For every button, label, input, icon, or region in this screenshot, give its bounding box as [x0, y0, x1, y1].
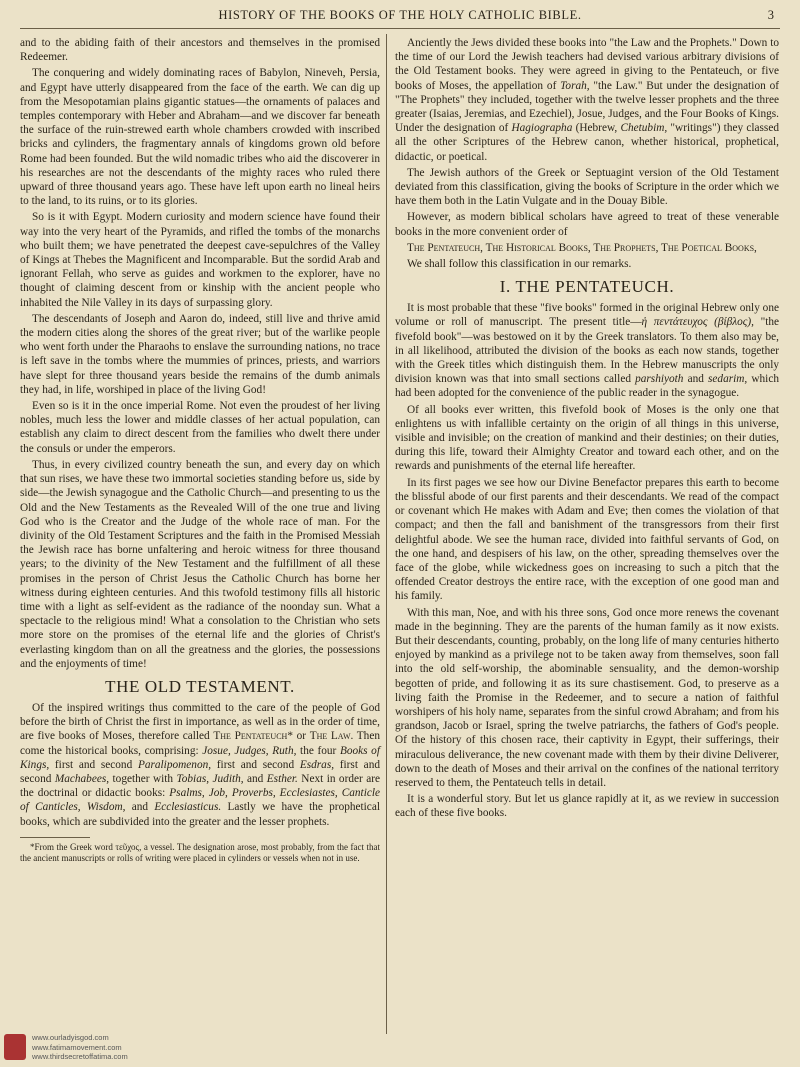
section-heading-old-testament: THE OLD TESTAMENT. — [105, 676, 295, 696]
paragraph: The conquering and widely dominating races of Babylon, Nineveh, Persia, and Egypt have utterly disappeared from the face of the earth. We can dig up from the Mesopotamian plains gigantic statues—the ornaments of palaces and temples contemporary with Heber and Abraham—and we discover far beneath the surface of the ruin-strewed earth whole chambers crowded with inscribed bricks and cylinders, the fragmentary annals of kingdoms grown old before Rome had been founded. But the wild nomadic tribes who aid the discoverer in his researches are not the descendants of the mighty races who ruled there upward of three thousand years ago. These have left upon earth no lineal heirs to the land, to its ruins, or to its glories. — [20, 67, 380, 208]
left-column — [20, 36, 380, 867]
page-number: 3 — [767, 8, 774, 22]
paragraph: The descendants of Joseph and Aaron do, indeed, still live and thrive amid the modern cities along the shores of the great river; but of the warlike people who went forth under the Pharaohs to enslave the surrounding nations, no trace is left save in the tombs where the mummies of princes, priests, and warriors have slept for three thousand years beside the remains of the dumb animals they had, in life, worshiped in place of the living God! — [20, 312, 380, 396]
paragraph: With this man, Noe, and with his three sons, God once more renews the covenant made in the beginning. They are the parents of the human family as it now exists. But their descendants, counting, probably, on the long life of many centuries hitherto enjoyed by mankind as a privilege not to be taken away from themselves, soon fall into the old self-worship, the abominable sensuality, and the demon-worship begotten of pride, and following it as its sure chastisement. God, to preserve as a living faith the Promise in the Redeemer, and to secure a nation of faithful worshipers of his holy name, separates from the sinful crowd Abraham; and from his grandson, Jacob or Israel, spring the twelve patriarchs, the fathers of God's people. Of the history of this chosen race, their captivity in Egypt, their sufferings, their miraculous deliverance, the new covenant made with them by their divine Deliverer, down to the death of Moses and their arrival on the confines of the national territory reserved to them, the Pentateuch tells in detail. — [395, 606, 779, 789]
paragraph-order: The Pentateuch, The Historical Books, The Prophets, The Poetical Books, — [407, 241, 757, 254]
running-header — [20, 6, 780, 29]
paragraph: Thus, in every civilized country beneath the sun, and every day on which that sun rises, we have these two immortal societies standing before us, side by side—the Jewish synagogue and the Catholic Church—and presenting to us the Old and the New Testaments as the Revealed Will of the one true and living God who is the Creator and the Judge of the whole race of man. For the divinity of the Old Testament Scriptures and the faith in the Promised Messiah the Jewish race has borne unfaltering and heroic witness for three thousand years; to the divinity of the New Testament and the fulfillment of all these promises in the person of Christ Jesus the Catholic Church has borne her witness during eighteen centuries. And this twofold testimony fills all historic time with a light as self-evident as the radiance of the noonday sun. What a spectacle to the religious mind! What a consolation to the Christian who sets more store on the promises of the eternal life and the glories of Christ's everlasting kingdom than on all the greatness and the glories, the possessions and the enjoyments of time! — [20, 458, 380, 670]
paragraph: Even so is it in the once imperial Rome. Not even the proudest of her living nobles, much less the lower and middle classes of her actual population, can establish any claim to direct descent from the families who dwelt there under the consuls or under the emperors. — [20, 400, 380, 455]
watermark-url: www.thirdsecretoffatima.com — [32, 1052, 128, 1061]
paragraph: In its first pages we see how our Divine Benefactor prepares this earth to become the blissful abode of our first parents and their descendants. We read of the compact or covenant which He makes with Adam and Eve; then comes the violation of that compact; and then the fall and banishment of the transgressors from their first delightful abode. We see the human race, divided into faithful servants of God, on the one hand, and despisers of his law, on the other, spreading themselves over the face of the globe, while wickedness goes on increasing to such a pitch that the offended Creator destroys the entire race, with the exception of one good man and his family. — [395, 476, 779, 603]
paragraph: Of all books ever written, this fivefold book of Moses is the only one that enlightens us with infallible certainty on the origin of all things in this universe, visible and invisible; on the creation of mankind and their destinies; on their duties, during this life, toward their Almighty Creator and toward each other, and on the rewards and punishments of the eternal life hereafter. — [395, 403, 779, 473]
header-title: HISTORY OF THE BOOKS OF THE HOLY CATHOLIC BIBLE. — [218, 8, 582, 22]
watermark — [4, 1032, 204, 1064]
shield-logo-icon — [4, 1034, 26, 1060]
footnote: *From the Greek word τεῦχος, a vessel. The designation arose, most probably, from the fact that the ancient manuscripts or rolls of writing were placed in cylinders or vessels when not in use. — [20, 841, 380, 864]
paragraph: So is it with Egypt. Modern curiosity and modern science have found their way into the very heart of the Pyramids, and rifled the tombs of the monarchs who built them; we have penetrated the deepest cave-sepulchres of the Valley of Kings at Thebes the Magnificent and Incomparable. But the sordid Arab and ignorant Fellah, who serve as guides and workmen to the explorer, have no thought of claiming descent from or kinship with the ancient people who inhabited the Nile Valley in its days of surpassing glory. — [20, 211, 380, 309]
paragraph: However, as modern biblical scholars have agreed to treat of these venerable books in the more convenient order of — [395, 211, 779, 238]
watermark-url: www.ourladyisgod.com — [32, 1033, 109, 1042]
watermark-url: www.fatimamovement.com — [32, 1042, 122, 1052]
paragraph: Anciently the Jews divided these books into "the Law and the Prophets." Down to the time of our Lord the Jewish teachers had devised various arbitrary divisions of the Old Testament books. They were agreed in giving to the Pentateuch, or five books of Moses, the appellation of Torah, "the Law." But under the designation of "The Prophets" they included, together with the twelve lesser prophets and the three greater (Isaias, Jeremias, and Ezechiel), Josue, Judges, and the Four Books of Kings. Under the designation of Hagiographa (Hebrew, Chetubim, "writings") they classed all the other Scriptures of the Hebrew canon, whether historical, prophetical, didactic, or poetical. — [395, 37, 779, 163]
right-column — [395, 36, 779, 823]
paragraph-books-list: Of the inspired writings thus committed to the care of the people of God before the birth of Christ the first in importance, as well as in the order of time, are five books of Moses, therefore called The Pentateuch* or The Law. Then come the historical books, comprising: Josue, Judges, Ruth, the four Books of Kings, first and second Paralipomenon, first and second Esdras, first and second Machabees, together with Tobias, Judith, and Esther. Next in order are the doctrinal or didactic books: Psalms, Job, Proverbs, Ecclesiastes, Canticle of Canticles, Wisdom, and Ecclesiasticus. Lastly we have the prophetical books, which are subdivided into the greater and the lesser prophets. — [20, 701, 380, 828]
paragraph: and to the abiding faith of their ancestors and themselves in the promised Redeemer. — [20, 37, 380, 64]
column-divider — [386, 34, 387, 1034]
paragraph: It is a wonderful story. But let us glance rapidly at it, as we review in succession each of these five books. — [395, 793, 779, 820]
paragraph: We shall follow this classification in our remarks. — [407, 258, 632, 271]
paragraph: It is most probable that these "five books" formed in the original Hebrew only one volume or roll of manuscript. The present title—ἡ πεντάτευχος (βίβλος), "the fivefold book"—was bestowed on it by the Greek translators. To them also may be, in all likelihood, attributed the division of the books as each now stands, together with the Greek titles which distinguish them. In the Hebrew manuscripts the only division known was that into small sections called parshiyoth and sedarim, which had been adopted for the convenience of the public reader in the synagogue. — [395, 302, 779, 400]
paragraph: The Jewish authors of the Greek or Septuagint version of the Old Testament deviated from this classification, giving the books of Scripture in the order which we have them both in the Latin Vulgate and in the Douay Bible. — [395, 166, 779, 208]
footnote-separator — [20, 837, 90, 838]
section-heading-pentateuch: I. THE PENTATEUCH. — [499, 277, 675, 297]
